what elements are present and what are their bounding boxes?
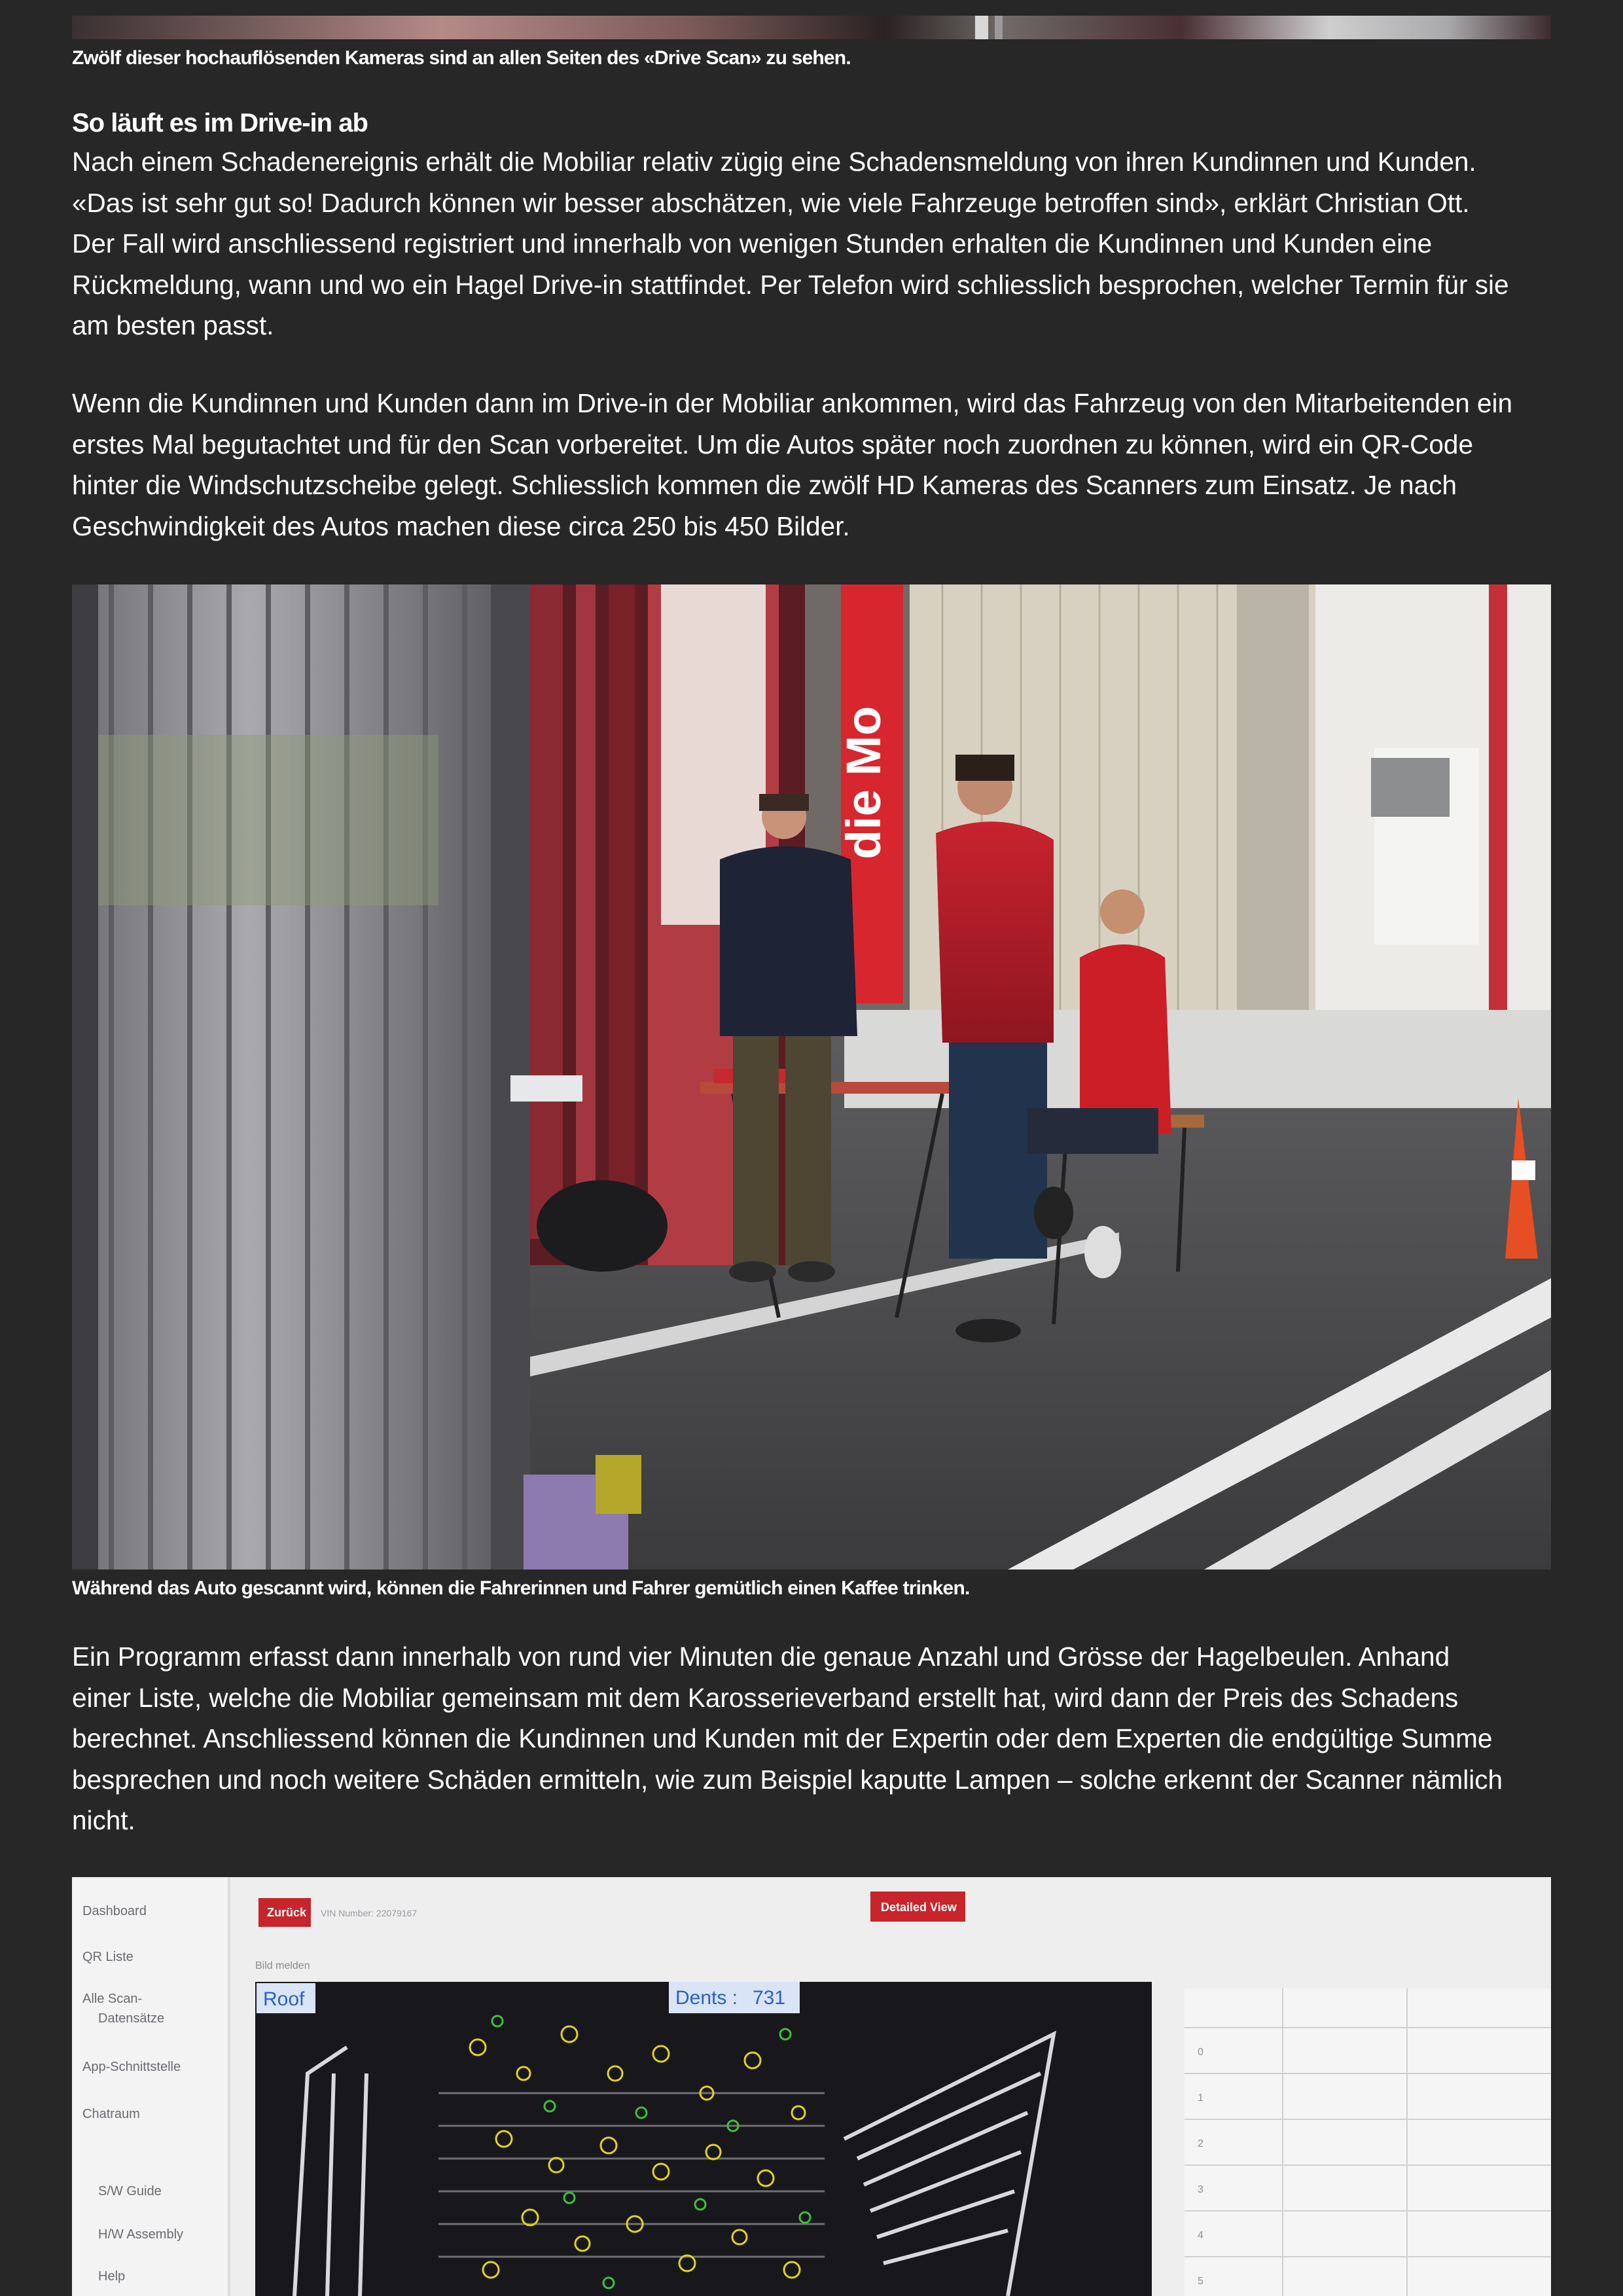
paragraph-1-line: Rückmeldung, wann und wo ein Hagel Drive-in stattfindet. Per Telefon wird schliesslich besprochen, welcher Termin für sie xyxy=(72,269,1509,300)
paragraph-2-line: erstes Mal begutachtet und für den Scan vorbereitet. Um die Autos später noch zuordnen zu können, wird ein QR-Code xyxy=(72,429,1473,459)
roof-label: Roof xyxy=(263,1988,305,2010)
detailed-view-button: Detailed View xyxy=(881,1901,957,1914)
back-button: Zurück xyxy=(267,1906,307,1919)
paragraph-1-line: am besten passt. xyxy=(72,310,274,340)
paragraph-1-line: Nach einem Schadenereignis erhält die Mobiliar relativ zügig eine Schadensmeldung von ihren Kundinnen und Kunden. xyxy=(72,147,1476,177)
sidebar-item-scan-datasets-line2: Datensätze xyxy=(98,2011,165,2026)
dents-count: 731 xyxy=(753,1987,786,2009)
drive-in-photo-caption: Während das Auto gescannt wird, können die Fahrerinnen und Fahrer gemütlich einen Kaffee trinken. xyxy=(72,1577,970,1599)
table-row: 4 xyxy=(1198,2230,1204,2241)
dents-label: Dents : xyxy=(675,1987,738,2009)
paragraph-3-line: nicht. xyxy=(72,1805,135,1835)
sidebar-item-chatroom: Chatraum xyxy=(82,2107,140,2121)
paragraph-1-line: «Das ist sehr gut so! Dadurch können wir besser abschätzen, wie viele Fahrzeuge betroffen sind», erklärt Christian Ott. xyxy=(72,187,1470,218)
paragraph-3-line: berechnet. Anschliessend können die Kundinnen und Kunden mit der Expertin oder dem Experten die endgültige Summe xyxy=(72,1723,1493,1753)
section-heading: So läuft es im Drive-in ab xyxy=(72,109,368,137)
paragraph-1-line: Der Fall wird anschliessend registriert und innerhalb von wenigen Stunden erhalten die Kundinnen und Kunden eine xyxy=(72,228,1433,259)
scanner-screen-photo xyxy=(72,1877,1551,2296)
sidebar-item-hw-assembly: H/W Assembly xyxy=(98,2227,184,2242)
top-image-caption: Zwölf dieser hochauflösenden Kameras sind an allen Seiten des «Drive Scan» zu sehen. xyxy=(72,47,851,69)
sidebar-item-sw-guide: S/W Guide xyxy=(98,2184,162,2198)
table-row: 2 xyxy=(1198,2138,1204,2149)
paragraph-2-line: Geschwindigkeit des Autos machen diese circa 250 bis 450 Bilder. xyxy=(72,511,850,541)
vin-label: VIN Number: 22079167 xyxy=(321,1908,418,1918)
paragraph-3-line: Ein Programm erfasst dann innerhalb von rund vier Minuten die genaue Anzahl und Grösse der Hagelbeulen. Anhand xyxy=(72,1641,1450,1672)
table-row: 3 xyxy=(1198,2184,1204,2195)
paragraph-3-line: besprechen und noch weitere Schäden ermitteln, wie zum Beispiel kaputte Lampen – solche erkennt der Scanner nämlich xyxy=(72,1764,1503,1795)
sidebar-item-dashboard: Dashboard xyxy=(82,1904,147,1918)
paragraph-3-line: einer Liste, welche die Mobiliar gemeinsam mit dem Karosserieverband erstellt hat, wird dann der Preis des Schadens xyxy=(72,1682,1459,1713)
paragraph-2 xyxy=(72,383,1551,547)
table-row: 0 xyxy=(1198,2047,1204,2058)
paragraph-2-line: hinter die Windschutzscheibe gelegt. Schliesslich kommen die zwölf HD Kameras des Scanners zum Einsatz. Je nach xyxy=(72,470,1457,500)
sidebar-item-qr-liste: QR Liste xyxy=(82,1950,134,1964)
paragraph-3 xyxy=(72,1636,1551,1841)
panel-label: Bild melden xyxy=(255,1960,310,1971)
table-row: 1 xyxy=(1198,2092,1204,2104)
drive-in-photo xyxy=(72,584,1551,1570)
paragraph-1 xyxy=(72,141,1551,346)
table-row: 5 xyxy=(1198,2276,1204,2287)
sidebar-item-help: Help xyxy=(98,2269,126,2284)
top-image xyxy=(72,16,1551,39)
sidebar-item-scan-datasets: Alle Scan- xyxy=(82,1992,143,2006)
sidebar-item-app-interface: App-Schnittstelle xyxy=(82,2060,181,2074)
banner-text: die Mo xyxy=(836,706,891,859)
paragraph-2-line: Wenn die Kundinnen und Kunden dann im Drive-in der Mobiliar ankommen, wird das Fahrzeug von den Mitarbeitenden ein xyxy=(72,388,1513,418)
